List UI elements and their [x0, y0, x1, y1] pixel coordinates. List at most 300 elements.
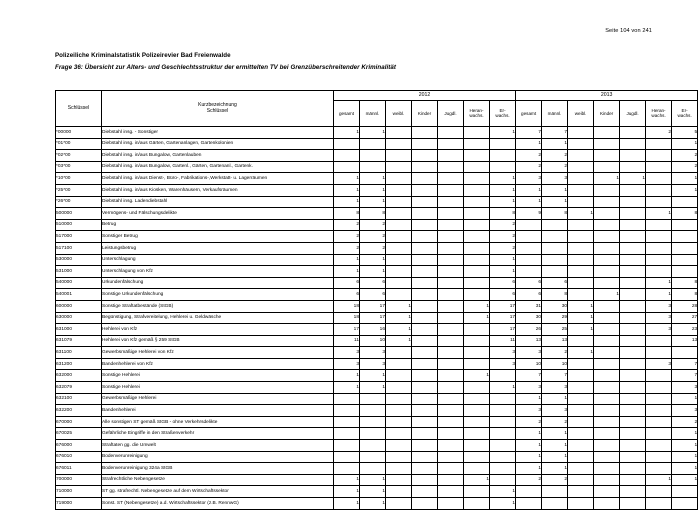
- cell-2012-jugdl: [438, 127, 464, 139]
- header-year-2012: 2012: [334, 91, 516, 101]
- cell-2012-kinder: [412, 370, 438, 382]
- cell-2012-weibl: [386, 161, 412, 173]
- cell-2012-jugdl: [438, 463, 464, 475]
- cell-2013-weibl: [568, 393, 594, 405]
- cell-kurzbezeichnung: Sonstige Hehlerei: [102, 370, 334, 382]
- cell-schluessel: *03*00: [56, 161, 102, 173]
- cell-2012-gesamt: 8: [334, 208, 360, 220]
- cell-2012-weibl: 1: [386, 324, 412, 336]
- cell-2012-jugdl: [438, 150, 464, 162]
- cell-kurzbezeichnung: Hehlerei von Kfz: [102, 324, 334, 336]
- cell-2013-maennl: 7: [542, 370, 568, 382]
- table-row: [56, 138, 698, 150]
- cell-2013-heranwachs: [646, 266, 672, 278]
- cell-2012-heranwachs: [464, 440, 490, 452]
- cell-2012-heranwachs: [464, 138, 490, 150]
- cell-2012-heranwachs: [464, 161, 490, 173]
- document-header: [55, 52, 655, 71]
- cell-2013-kinder: [594, 254, 620, 266]
- header-2013-erwachs: Er- wachs.: [672, 101, 698, 127]
- cell-2012-erwachs: [490, 474, 516, 486]
- cell-2013-kinder: [594, 150, 620, 162]
- cell-2013-maennl: [542, 498, 568, 510]
- cell-2013-kinder: [594, 242, 620, 254]
- cell-2012-jugdl: [438, 498, 464, 510]
- cell-schluessel: 632200: [56, 405, 102, 417]
- cell-2013-maennl: 1: [542, 184, 568, 196]
- cell-2012-jugdl: [438, 474, 464, 486]
- cell-2012-gesamt: [334, 405, 360, 417]
- cell-2012-maennl: 6: [360, 289, 386, 301]
- cell-2012-erwachs: 1: [490, 382, 516, 394]
- cell-2013-weibl: [568, 184, 594, 196]
- cell-2012-heranwachs: [464, 358, 490, 370]
- cell-2012-kinder: [412, 335, 438, 347]
- cell-kurzbezeichnung: Leistungsbetrug: [102, 242, 334, 254]
- cell-2013-gesamt: 1: [516, 440, 542, 452]
- cell-2013-heranwachs: [646, 196, 672, 208]
- cell-schluessel: *00000: [56, 127, 102, 139]
- cell-2012-jugdl: [438, 405, 464, 417]
- cell-2013-gesamt: 9: [516, 208, 542, 220]
- cell-2013-maennl: 29: [542, 312, 568, 324]
- cell-2012-weibl: 1: [386, 312, 412, 324]
- cell-2013-heranwachs: [646, 463, 672, 475]
- cell-2013-heranwachs: [646, 161, 672, 173]
- table-row: [56, 324, 698, 336]
- cell-2012-jugdl: [438, 219, 464, 231]
- header-row-years: [56, 91, 698, 101]
- cell-schluessel: *25*00: [56, 184, 102, 196]
- cell-2012-erwachs: [490, 416, 516, 428]
- cell-2012-heranwachs: [464, 219, 490, 231]
- header-2013-gesamt: gesamt: [516, 101, 542, 127]
- cell-2013-gesamt: 31: [516, 300, 542, 312]
- cell-2012-jugdl: [438, 208, 464, 220]
- table-row: [56, 184, 698, 196]
- cell-2013-gesamt: 7: [516, 370, 542, 382]
- cell-schluessel: 517000: [56, 231, 102, 243]
- cell-2012-heranwachs: [464, 242, 490, 254]
- cell-2013-jugdl: [620, 277, 646, 289]
- cell-2012-weibl: [386, 416, 412, 428]
- cell-2012-gesamt: 2: [334, 219, 360, 231]
- cell-2013-kinder: [594, 266, 620, 278]
- cell-2013-heranwachs: [646, 173, 672, 185]
- cell-2013-erwachs: 2: [672, 161, 698, 173]
- cell-2012-erwachs: 1: [490, 486, 516, 498]
- cell-2012-weibl: [386, 474, 412, 486]
- cell-2012-erwachs: [490, 161, 516, 173]
- cell-kurzbezeichnung: Sonstiger Betrug: [102, 231, 334, 243]
- cell-2012-kinder: [412, 196, 438, 208]
- cell-2013-weibl: [568, 173, 594, 185]
- cell-2013-gesamt: 1: [516, 393, 542, 405]
- cell-2013-gesamt: [516, 231, 542, 243]
- cell-2013-heranwachs: 2: [646, 127, 672, 139]
- header-schluessel: Schlüssel: [56, 91, 102, 127]
- cell-2012-weibl: [386, 498, 412, 510]
- cell-2012-erwachs: 6: [490, 277, 516, 289]
- cell-kurzbezeichnung: ST gg. strafrechtl. Nebengesetze auf dem Wirtschaftssektor: [102, 486, 334, 498]
- header-2013-kinder: Kinder: [594, 101, 620, 127]
- cell-2012-jugdl: [438, 416, 464, 428]
- cell-2012-erwachs: 17: [490, 300, 516, 312]
- table-row: [56, 219, 698, 231]
- cell-2012-gesamt: [334, 393, 360, 405]
- cell-2012-kinder: [412, 173, 438, 185]
- table-row: [56, 127, 698, 139]
- cell-2013-jugdl: 1: [620, 173, 646, 185]
- cell-2013-heranwachs: [646, 486, 672, 498]
- cell-2013-weibl: [568, 428, 594, 440]
- cell-2013-weibl: [568, 196, 594, 208]
- cell-2012-weibl: [386, 254, 412, 266]
- table-row: [56, 416, 698, 428]
- cell-2012-heranwachs: [464, 266, 490, 278]
- document-subtitle: Frage 36: Übersicht zur Alters- und Geschlechtsstruktur der ermittelten TV bei Grenzüberschreitender Kriminalität: [55, 64, 397, 71]
- cell-2012-maennl: [360, 405, 386, 417]
- cell-2012-gesamt: 2: [334, 231, 360, 243]
- cell-2012-jugdl: [438, 358, 464, 370]
- cell-2013-erwachs: 2: [672, 150, 698, 162]
- cell-2012-heranwachs: [464, 173, 490, 185]
- cell-2012-weibl: [386, 393, 412, 405]
- cell-kurzbezeichnung: Diebstahl insg. - Sonstiger: [102, 127, 334, 139]
- cell-2013-maennl: 3: [542, 173, 568, 185]
- cell-2013-erwachs: 1: [672, 440, 698, 452]
- cell-2012-jugdl: [438, 300, 464, 312]
- cell-2012-jugdl: [438, 289, 464, 301]
- header-2012-kinder: Kinder: [412, 101, 438, 127]
- cell-2013-heranwachs: 1: [646, 289, 672, 301]
- cell-2013-weibl: [568, 451, 594, 463]
- cell-2012-heranwachs: [464, 393, 490, 405]
- cell-2013-erwachs: 1: [672, 428, 698, 440]
- cell-2012-maennl: 1: [360, 254, 386, 266]
- cell-kurzbezeichnung: Straftaten gg. die Umwelt: [102, 440, 334, 452]
- cell-2013-gesamt: 2: [516, 150, 542, 162]
- cell-2012-gesamt: 6: [334, 277, 360, 289]
- cell-2012-erwachs: 3: [490, 358, 516, 370]
- cell-kurzbezeichnung: Sonstige Straftatbestände (StGB): [102, 300, 334, 312]
- cell-2012-maennl: 1: [360, 370, 386, 382]
- cell-2012-kinder: [412, 347, 438, 359]
- cell-2012-jugdl: [438, 440, 464, 452]
- cell-2013-erwachs: 1: [672, 474, 698, 486]
- cell-2012-heranwachs: [464, 463, 490, 475]
- cell-2012-maennl: [360, 428, 386, 440]
- table-row: [56, 231, 698, 243]
- cell-2012-maennl: 2: [360, 231, 386, 243]
- cell-2012-weibl: [386, 440, 412, 452]
- cell-2013-weibl: [568, 498, 594, 510]
- cell-2012-gesamt: 1: [334, 196, 360, 208]
- cell-2013-gesamt: 2: [516, 161, 542, 173]
- cell-2013-kinder: [594, 312, 620, 324]
- cell-2012-gesamt: 17: [334, 324, 360, 336]
- cell-2012-heranwachs: [464, 335, 490, 347]
- table-row: [56, 254, 698, 266]
- cell-2012-maennl: 1: [360, 196, 386, 208]
- cell-2012-heranwachs: [464, 498, 490, 510]
- cell-2013-maennl: [542, 219, 568, 231]
- cell-2013-maennl: [542, 242, 568, 254]
- cell-2013-jugdl: [620, 184, 646, 196]
- cell-schluessel: 600000: [56, 300, 102, 312]
- cell-2013-kinder: [594, 463, 620, 475]
- cell-2012-maennl: 1: [360, 382, 386, 394]
- cell-2013-erwachs: [672, 347, 698, 359]
- table-row: [56, 161, 698, 173]
- cell-schluessel: 632079: [56, 382, 102, 394]
- cell-2013-kinder: [594, 393, 620, 405]
- cell-2013-maennl: 2: [542, 347, 568, 359]
- cell-2013-weibl: [568, 277, 594, 289]
- cell-2013-gesamt: [516, 242, 542, 254]
- cell-2013-erwachs: 5: [672, 127, 698, 139]
- cell-kurzbezeichnung: Sonstige Hehlerei: [102, 382, 334, 394]
- table-row: [56, 266, 698, 278]
- cell-2012-weibl: [386, 486, 412, 498]
- cell-2013-erwachs: 27: [672, 312, 698, 324]
- table-row: [56, 312, 698, 324]
- cell-2012-maennl: [360, 138, 386, 150]
- cell-2013-kinder: 1: [594, 289, 620, 301]
- cell-2012-jugdl: [438, 347, 464, 359]
- cell-2013-maennl: 6: [542, 277, 568, 289]
- cell-2012-kinder: [412, 486, 438, 498]
- cell-2012-heranwachs: [464, 451, 490, 463]
- cell-2012-erwachs: 17: [490, 324, 516, 336]
- cell-2013-erwachs: 28: [672, 300, 698, 312]
- cell-kurzbezeichnung: Urkundenfälschung: [102, 277, 334, 289]
- cell-schluessel: *10*00: [56, 173, 102, 185]
- cell-2013-gesamt: 1: [516, 138, 542, 150]
- cell-schluessel: 631079: [56, 335, 102, 347]
- cell-2013-heranwachs: [646, 150, 672, 162]
- cell-2013-erwachs: 13: [672, 335, 698, 347]
- cell-2013-jugdl: [620, 335, 646, 347]
- cell-2012-kinder: [412, 498, 438, 510]
- cell-2013-erwachs: [672, 242, 698, 254]
- cell-2013-kinder: [594, 335, 620, 347]
- cell-2012-erwachs: 1: [490, 498, 516, 510]
- cell-2013-jugdl: [620, 370, 646, 382]
- statistics-table-container: [55, 90, 698, 510]
- cell-2013-jugdl: [620, 150, 646, 162]
- cell-2013-maennl: 7: [542, 127, 568, 139]
- cell-2012-heranwachs: [464, 277, 490, 289]
- cell-2012-heranwachs: [464, 486, 490, 498]
- cell-2012-jugdl: [438, 231, 464, 243]
- cell-2013-maennl: 2: [542, 150, 568, 162]
- cell-2012-weibl: [386, 347, 412, 359]
- cell-schluessel: 540000: [56, 277, 102, 289]
- cell-kurzbezeichnung: Diebstahl insg. in/aus Bungalow, Gartenl., Gärten, Gartenanl., Gartenk.: [102, 161, 334, 173]
- cell-2012-gesamt: 6: [334, 289, 360, 301]
- table-row: [56, 393, 698, 405]
- header-2013-weibl: weibl.: [568, 101, 594, 127]
- cell-2012-gesamt: [334, 451, 360, 463]
- cell-2013-weibl: 1: [568, 324, 594, 336]
- cell-2013-gesamt: 7: [516, 127, 542, 139]
- cell-2012-weibl: [386, 428, 412, 440]
- cell-2013-gesamt: 1: [516, 184, 542, 196]
- cell-2012-kinder: [412, 474, 438, 486]
- cell-2012-gesamt: 11: [334, 335, 360, 347]
- cell-2012-weibl: [386, 231, 412, 243]
- cell-2013-heranwachs: [646, 498, 672, 510]
- cell-2013-jugdl: [620, 242, 646, 254]
- cell-2013-erwachs: 7: [672, 370, 698, 382]
- cell-schluessel: 632100: [56, 393, 102, 405]
- cell-2013-kinder: [594, 405, 620, 417]
- cell-2012-kinder: [412, 277, 438, 289]
- cell-2013-weibl: [568, 370, 594, 382]
- cell-2013-maennl: 1: [542, 138, 568, 150]
- cell-2012-weibl: [386, 173, 412, 185]
- cell-2013-jugdl: [620, 405, 646, 417]
- cell-2012-heranwachs: [464, 289, 490, 301]
- cell-2013-gesamt: 10: [516, 358, 542, 370]
- cell-2012-jugdl: [438, 335, 464, 347]
- cell-2013-weibl: [568, 474, 594, 486]
- cell-2012-maennl: [360, 440, 386, 452]
- cell-2012-jugdl: [438, 451, 464, 463]
- cell-2012-heranwachs: [464, 196, 490, 208]
- cell-2013-gesamt: 3: [516, 347, 542, 359]
- cell-2012-erwachs: [490, 451, 516, 463]
- cell-schluessel: 670000: [56, 416, 102, 428]
- cell-2012-kinder: [412, 138, 438, 150]
- cell-2012-maennl: 3: [360, 358, 386, 370]
- cell-schluessel: 631100: [56, 347, 102, 359]
- cell-2013-gesamt: 26: [516, 324, 542, 336]
- cell-2012-weibl: [386, 451, 412, 463]
- table-row: [56, 300, 698, 312]
- cell-2013-weibl: [568, 161, 594, 173]
- cell-2013-maennl: [542, 231, 568, 243]
- cell-kurzbezeichnung: Bodenverunreinigung 324a StGB: [102, 463, 334, 475]
- cell-2012-erwachs: [490, 440, 516, 452]
- cell-2012-maennl: 17: [360, 300, 386, 312]
- cell-2013-erwachs: 3: [672, 405, 698, 417]
- cell-2013-kinder: [594, 428, 620, 440]
- cell-2013-weibl: [568, 416, 594, 428]
- cell-2013-weibl: 1: [568, 300, 594, 312]
- cell-2012-weibl: [386, 277, 412, 289]
- cell-2013-gesamt: 2: [516, 474, 542, 486]
- cell-2012-maennl: 10: [360, 335, 386, 347]
- cell-2013-heranwachs: [646, 231, 672, 243]
- cell-2013-kinder: [594, 161, 620, 173]
- cell-2012-gesamt: 1: [334, 266, 360, 278]
- cell-2012-heranwachs: [464, 127, 490, 139]
- cell-2012-kinder: [412, 428, 438, 440]
- cell-2012-kinder: [412, 150, 438, 162]
- cell-2013-weibl: [568, 231, 594, 243]
- cell-2013-erwachs: [672, 196, 698, 208]
- cell-2012-erwachs: 1: [490, 184, 516, 196]
- cell-kurzbezeichnung: Bandenhehlerei von Kfz: [102, 358, 334, 370]
- cell-2012-gesamt: [334, 138, 360, 150]
- cell-2012-gesamt: 1: [334, 474, 360, 486]
- cell-2013-maennl: 25: [542, 324, 568, 336]
- cell-2012-jugdl: [438, 486, 464, 498]
- cell-2013-erwachs: 1: [672, 173, 698, 185]
- cell-2013-weibl: [568, 486, 594, 498]
- cell-2013-heranwachs: [646, 242, 672, 254]
- cell-2013-jugdl: [620, 393, 646, 405]
- cell-2012-kinder: [412, 393, 438, 405]
- cell-kurzbezeichnung: Gefährliche Eingriffe in den Straßenverkehr: [102, 428, 334, 440]
- cell-2013-erwachs: [672, 219, 698, 231]
- header-year-2013: 2013: [516, 91, 698, 101]
- cell-2013-jugdl: [620, 358, 646, 370]
- header-2012-weibl: weibl.: [386, 101, 412, 127]
- cell-kurzbezeichnung: Sonst. ST (Nebengesetze) a.d. Wirtschaftssektor (z.B. RennwG): [102, 498, 334, 510]
- table-row: [56, 370, 698, 382]
- cell-2012-erwachs: 1: [490, 196, 516, 208]
- cell-2013-maennl: 2: [542, 416, 568, 428]
- cell-2012-kinder: [412, 463, 438, 475]
- cell-2013-maennl: 1: [542, 428, 568, 440]
- table-row: [56, 440, 698, 452]
- cell-2013-maennl: [542, 254, 568, 266]
- table-row: [56, 150, 698, 162]
- cell-2013-maennl: 1: [542, 393, 568, 405]
- cell-2013-maennl: 13: [542, 335, 568, 347]
- cell-schluessel: 531000: [56, 266, 102, 278]
- cell-2013-kinder: [594, 347, 620, 359]
- cell-2013-weibl: [568, 127, 594, 139]
- table-row: [56, 498, 698, 510]
- header-kurzbezeichnung: Kurzbezeichnung Schlüssel: [102, 91, 334, 127]
- cell-2013-maennl: 2: [542, 161, 568, 173]
- cell-2013-kinder: [594, 324, 620, 336]
- cell-2013-erwachs: [672, 266, 698, 278]
- cell-kurzbezeichnung: Alle sonstigen ST gemäß StGB - ohne Verkehrsdelikte: [102, 416, 334, 428]
- cell-2012-maennl: 1: [360, 173, 386, 185]
- cell-2012-kinder: [412, 416, 438, 428]
- cell-kurzbezeichnung: Gewerbsmäßige Hehlerei: [102, 393, 334, 405]
- cell-2012-maennl: 1: [360, 266, 386, 278]
- cell-schluessel: 530000: [56, 254, 102, 266]
- cell-2013-maennl: 3: [542, 405, 568, 417]
- cell-2012-maennl: 16: [360, 324, 386, 336]
- table-row: [56, 358, 698, 370]
- cell-2012-erwachs: 17: [490, 312, 516, 324]
- cell-2012-maennl: 2: [360, 219, 386, 231]
- cell-2013-kinder: [594, 358, 620, 370]
- cell-2012-maennl: 6: [360, 277, 386, 289]
- cell-2013-gesamt: 1: [516, 451, 542, 463]
- cell-2013-kinder: [594, 127, 620, 139]
- cell-schluessel: *01*00: [56, 138, 102, 150]
- cell-2013-kinder: [594, 300, 620, 312]
- cell-2012-maennl: 1: [360, 127, 386, 139]
- cell-2012-erwachs: 3: [490, 347, 516, 359]
- cell-2012-gesamt: [334, 440, 360, 452]
- cell-2013-kinder: [594, 486, 620, 498]
- cell-2013-jugdl: [620, 498, 646, 510]
- cell-kurzbezeichnung: Diebstahl insg. in/aus Kiosken, Warenhäusern, Verkaufsräumen: [102, 184, 334, 196]
- cell-2013-weibl: 1: [568, 208, 594, 220]
- cell-2012-heranwachs: [464, 324, 490, 336]
- cell-2013-jugdl: [620, 196, 646, 208]
- cell-2013-kinder: [594, 219, 620, 231]
